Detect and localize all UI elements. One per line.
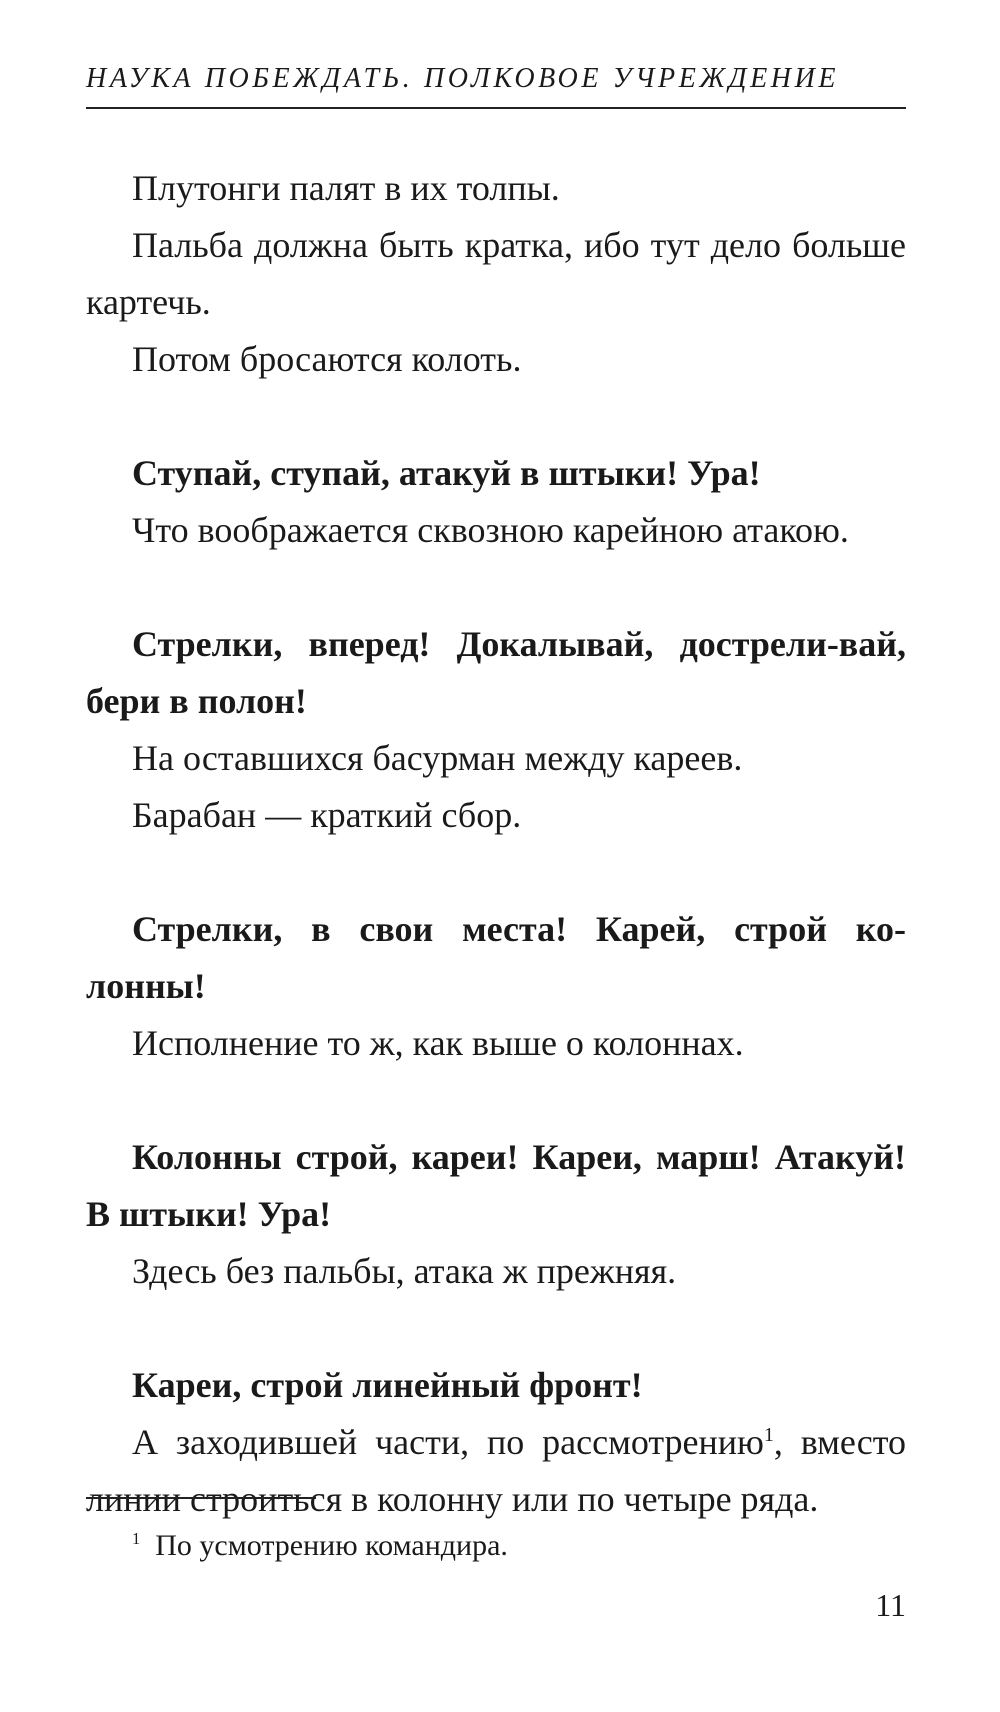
page-number: 11 <box>875 1587 906 1623</box>
paragraph: Потом бросаются колоть. <box>132 339 522 379</box>
command-heading: Ступай, ступай, атакуй в штыки! Ура! <box>132 453 761 493</box>
running-head: НАУКА ПОБЕЖДАТЬ. ПОЛКОВОЕ УЧРЕЖДЕНИЕ <box>86 63 840 94</box>
main-text <box>86 160 906 1528</box>
section-gap <box>86 559 906 616</box>
paragraph-text: А заходившей части, по рассмотрению <box>132 1422 764 1462</box>
footnote-rule <box>86 1497 316 1499</box>
paragraph: Исполнение то ж, как выше о колоннах. <box>132 1023 744 1063</box>
section-gap <box>86 844 906 901</box>
command-heading: Кареи, строй линейный фронт! <box>132 1365 643 1405</box>
section-gap <box>86 1072 906 1129</box>
paragraph: Здесь без пальбы, атака ж прежняя. <box>132 1251 677 1291</box>
paragraph-text: , вместо линии строиться в колонну или по четыре ряда. <box>86 1422 907 1519</box>
header-rule <box>86 107 906 109</box>
paragraph-with-footnote <box>86 1414 906 1528</box>
command-heading: Стрелки, вперед! Докалывай, дострели-вай, бери в полон! <box>86 624 906 721</box>
command-heading: Колонны строй, кареи! Кареи, марш! Атакуй! В штыки! Ура! <box>86 1137 906 1234</box>
footnote-reference: 1 <box>763 1424 774 1446</box>
paragraph: Плутонги палят в их толпы. <box>132 168 560 208</box>
footnote-text: По усмотрению командира. <box>155 1529 508 1562</box>
paragraph: Барабан — краткий сбор. <box>132 795 522 835</box>
command-heading: Стрелки, в свои места! Карей, строй ко-лонны! <box>86 909 906 1006</box>
footnote <box>132 1528 508 1564</box>
paragraph: Пальба должна быть кратка, ибо тут дело больше картечь. <box>86 225 906 322</box>
footnote-marker: 1 <box>132 1529 141 1548</box>
section-gap <box>86 388 906 445</box>
paragraph: На оставшихся басурман между кареев. <box>132 738 743 778</box>
paragraph: Что воображается сквозною карейною атакою. <box>132 510 849 550</box>
section-gap <box>86 1300 906 1357</box>
